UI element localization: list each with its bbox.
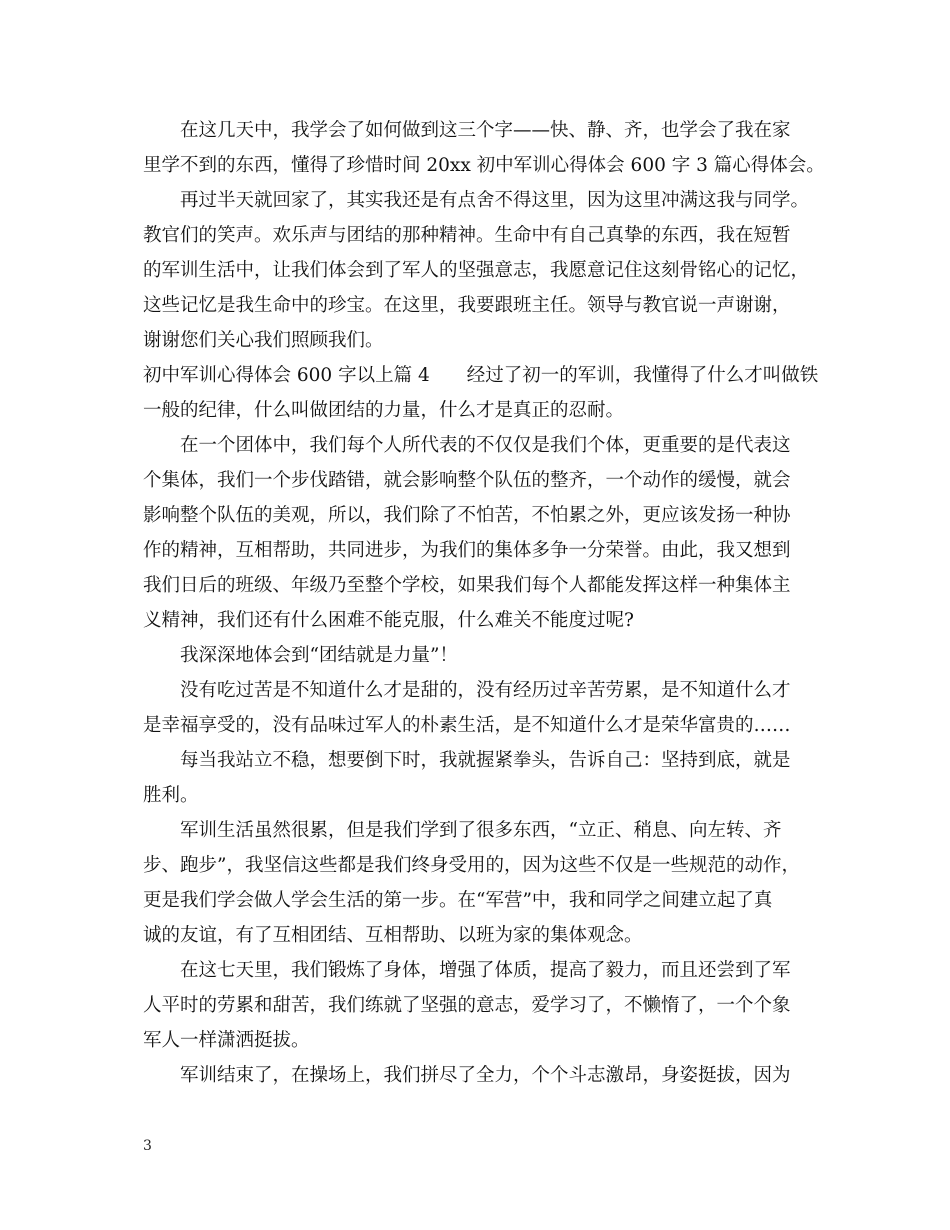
text-line: 我们日后的班级、年级乃至整个学校，如果我们每个人都能发挥这样一种集体主 bbox=[143, 575, 791, 596]
text-line: 更是我们学会做人学会生活的第一步。在“军营”中，我和同学之间建立起了真 bbox=[143, 890, 773, 911]
text-line: 影响整个队伍的美观，所以，我们除了不怕苦，不怕累之外，更应该发扬一种协 bbox=[143, 505, 791, 526]
text-line: 作的精神，互相帮助，共同进步，为我们的集体多争一分荣誉。由此，我又想到 bbox=[143, 540, 791, 561]
page-number: 3 bbox=[143, 1138, 152, 1154]
text-line: 胜利。 bbox=[143, 785, 199, 806]
text-line: 义精神，我们还有什么困难不能克服，什么难关不能度过呢? bbox=[143, 610, 634, 631]
text-line: 谢谢您们关心我们照顾我们。 bbox=[143, 330, 384, 351]
text-line: 军训结束了，在操场上，我们拼尽了全力，个个斗志激昂，身姿挺拔，因为 bbox=[180, 1065, 791, 1086]
text-line: 再过半天就回家了，其实我还是有点舍不得这里，因为这里冲满这我与同学。 bbox=[180, 190, 810, 211]
text-line: 在这几天中，我学会了如何做到这三个字——快、静、齐，也学会了我在家 bbox=[180, 120, 791, 141]
text-line: 人平时的劳累和甜苦，我们练就了坚强的意志，爱学习了，不懒惰了，一个个象 bbox=[143, 995, 791, 1016]
text-line: 在一个团体中，我们每个人所代表的不仅仅是我们个体，更重要的是代表这 bbox=[180, 435, 791, 456]
text-line: 的军训生活中，让我们体会到了军人的坚强意志，我愿意记住这刻骨铭心的记忆， bbox=[143, 260, 810, 281]
text-line: 这些记忆是我生命中的珍宝。在这里，我要跟班主任。领导与教官说一声谢谢， bbox=[143, 295, 791, 316]
text-line: 没有吃过苦是不知道什么才是甜的，没有经历过辛苦劳累，是不知道什么才 bbox=[180, 680, 791, 701]
text-line: 在这七天里，我们锻炼了身体，增强了体质，提高了毅力，而且还尝到了军 bbox=[180, 960, 791, 981]
document-body bbox=[143, 113, 823, 1093]
text-line: 军训生活虽然很累，但是我们学到了很多东西，“立正、稍息、向左转、齐 bbox=[180, 820, 782, 841]
text-line: 里学不到的东西，懂得了珍惜时间 20xx 初中军训心得体会 600 字 3 篇心得体会。 bbox=[143, 155, 825, 176]
section-heading-line: 初中军训心得体会 600 字以上篇 4 经过了初一的军训，我懂得了什么才叫做铁 bbox=[143, 365, 819, 386]
text-line: 我深深地体会到“团结就是力量”！ bbox=[180, 645, 458, 666]
text-line: 军人一样潇洒挺拔。 bbox=[143, 1030, 310, 1051]
text-line: 诚的友谊，有了互相团结、互相帮助、以班为家的集体观念。 bbox=[143, 925, 643, 946]
text-line: 一般的纪律，什么叫做团结的力量，什么才是真正的忍耐。 bbox=[143, 400, 625, 421]
text-line: 步、跑步”，我坚信这些都是我们终身受用的，因为这些不仅是一些规范的动作， bbox=[143, 855, 800, 876]
text-line: 每当我站立不稳，想要倒下时，我就握紧拳头，告诉自己：坚持到底，就是 bbox=[180, 750, 791, 771]
text-line: 是幸福享受的，没有品味过军人的朴素生活，是不知道什么才是荣华富贵的…… bbox=[143, 715, 791, 736]
text-line: 个集体，我们一个步伐踏错，就会影响整个队伍的整齐，一个动作的缓慢，就会 bbox=[143, 470, 791, 491]
text-line: 教官们的笑声。欢乐声与团结的那种精神。生命中有自己真挚的东西，我在短暂 bbox=[143, 225, 791, 246]
